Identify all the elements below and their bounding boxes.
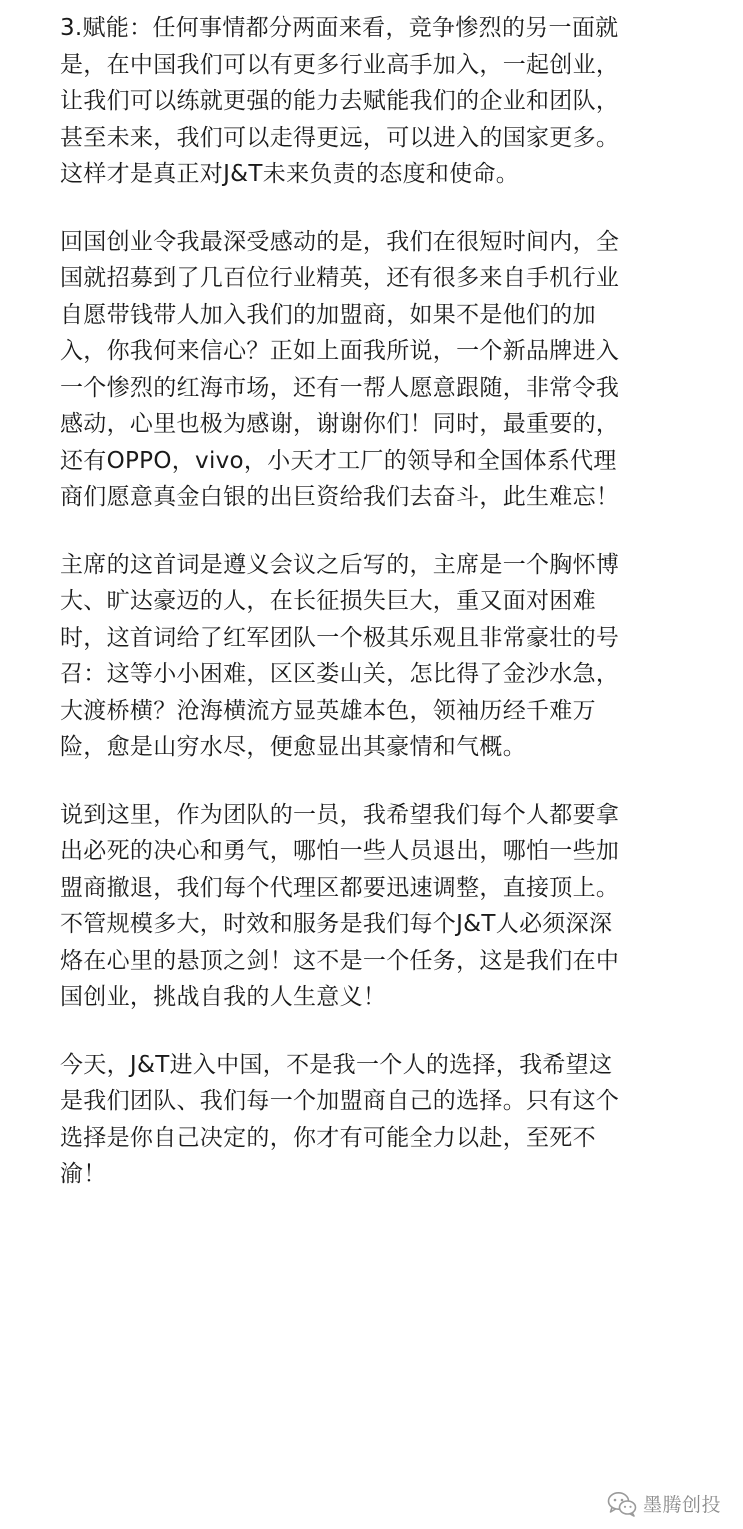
paragraph-empowerment	[60, 10, 680, 193]
text-line: 险，愈是山穷水尽，便愈显出其豪情和气概。	[60, 734, 526, 760]
watermark	[607, 1490, 721, 1517]
text-line: 3.赋能：任何事情都分两面来看，竞争惨烈的另一面就	[60, 15, 619, 41]
text-line: 主席的这首词是遵义会议之后写的，主席是一个胸怀博	[60, 551, 620, 578]
text-line: 说到这里，作为团队的一员，我希望我们每个人都要拿	[60, 801, 620, 828]
text-line: 盟商撤退，我们每个代理区都要迅速调整，直接顶上。	[60, 874, 620, 901]
text-line: 不管规模多大，时效和服务是我们每个J&T人必须深深	[60, 911, 613, 937]
text-line: 国创业，挑战自我的人生意义！	[60, 984, 387, 1010]
text-line: 召：这等小小困难，区区娄山关，怎比得了金沙水急，	[60, 661, 620, 687]
text-line: 甚至未来，我们可以走得更远，可以进入的国家更多。	[60, 124, 620, 151]
text-line: 是我们团队、我们每一个加盟商自己的选择。只有这个	[60, 1088, 620, 1114]
text-line: 这样才是真正对J&T未来负责的态度和使命。	[60, 161, 520, 187]
text-line: 商们愿意真金白银的出巨资给我们去奋斗，此生难忘！	[60, 484, 620, 510]
text-line: 今天，J&T进入中国，不是我一个人的选择，我希望这	[60, 1051, 613, 1078]
text-line: 大、旷达豪迈的人，在长征损失巨大，重又面对困难	[60, 588, 596, 614]
paragraph-poem	[60, 547, 680, 766]
text-line: 感动，心里也极为感谢，谢谢你们！同时，最重要的，	[60, 411, 620, 437]
text-line: 国就招募到了几百位行业精英，还有很多来自手机行业	[60, 265, 620, 291]
article-body	[60, 10, 680, 1224]
text-line: 时，这首词给了红军团队一个极其乐观且非常豪壮的号	[60, 624, 620, 651]
wechat-icon	[607, 1491, 637, 1517]
text-line: 让我们可以练就更强的能力去赋能我们的企业和团队，	[60, 88, 620, 114]
text-line: 自愿带钱带人加入我们的加盟商，如果不是他们的加	[60, 301, 596, 328]
paragraph-choice	[60, 1047, 680, 1193]
text-line: 大渡桥横？沧海横流方显英雄本色，领袖历经千难万	[60, 697, 596, 724]
text-line: 渝！	[60, 1161, 107, 1187]
paragraph-gratitude	[60, 224, 680, 516]
watermark-text: 墨腾创投	[642, 1494, 721, 1516]
text-line: 烙在心里的悬顶之剑！这不是一个任务，这是我们在中	[60, 947, 620, 974]
paragraph-team	[60, 797, 680, 1016]
text-line: 还有OPPO，vivo，小天才工厂的领导和全国体系代理	[60, 447, 617, 474]
text-line: 入，你我何来信心？正如上面我所说，一个新品牌进入	[60, 338, 620, 364]
text-line: 出必死的决心和勇气，哪怕一些人员退出，哪怕一些加	[60, 838, 620, 864]
text-line: 选择是你自己决定的，你才有可能全力以赴，至死不	[60, 1124, 596, 1151]
text-line: 一个惨烈的红海市场，还有一帮人愿意跟随，非常令我	[60, 374, 620, 401]
text-line: 回国创业令我最深受感动的是，我们在很短时间内，全	[60, 228, 620, 255]
text-line: 是，在中国我们可以有更多行业高手加入，一起创业，	[60, 51, 620, 78]
